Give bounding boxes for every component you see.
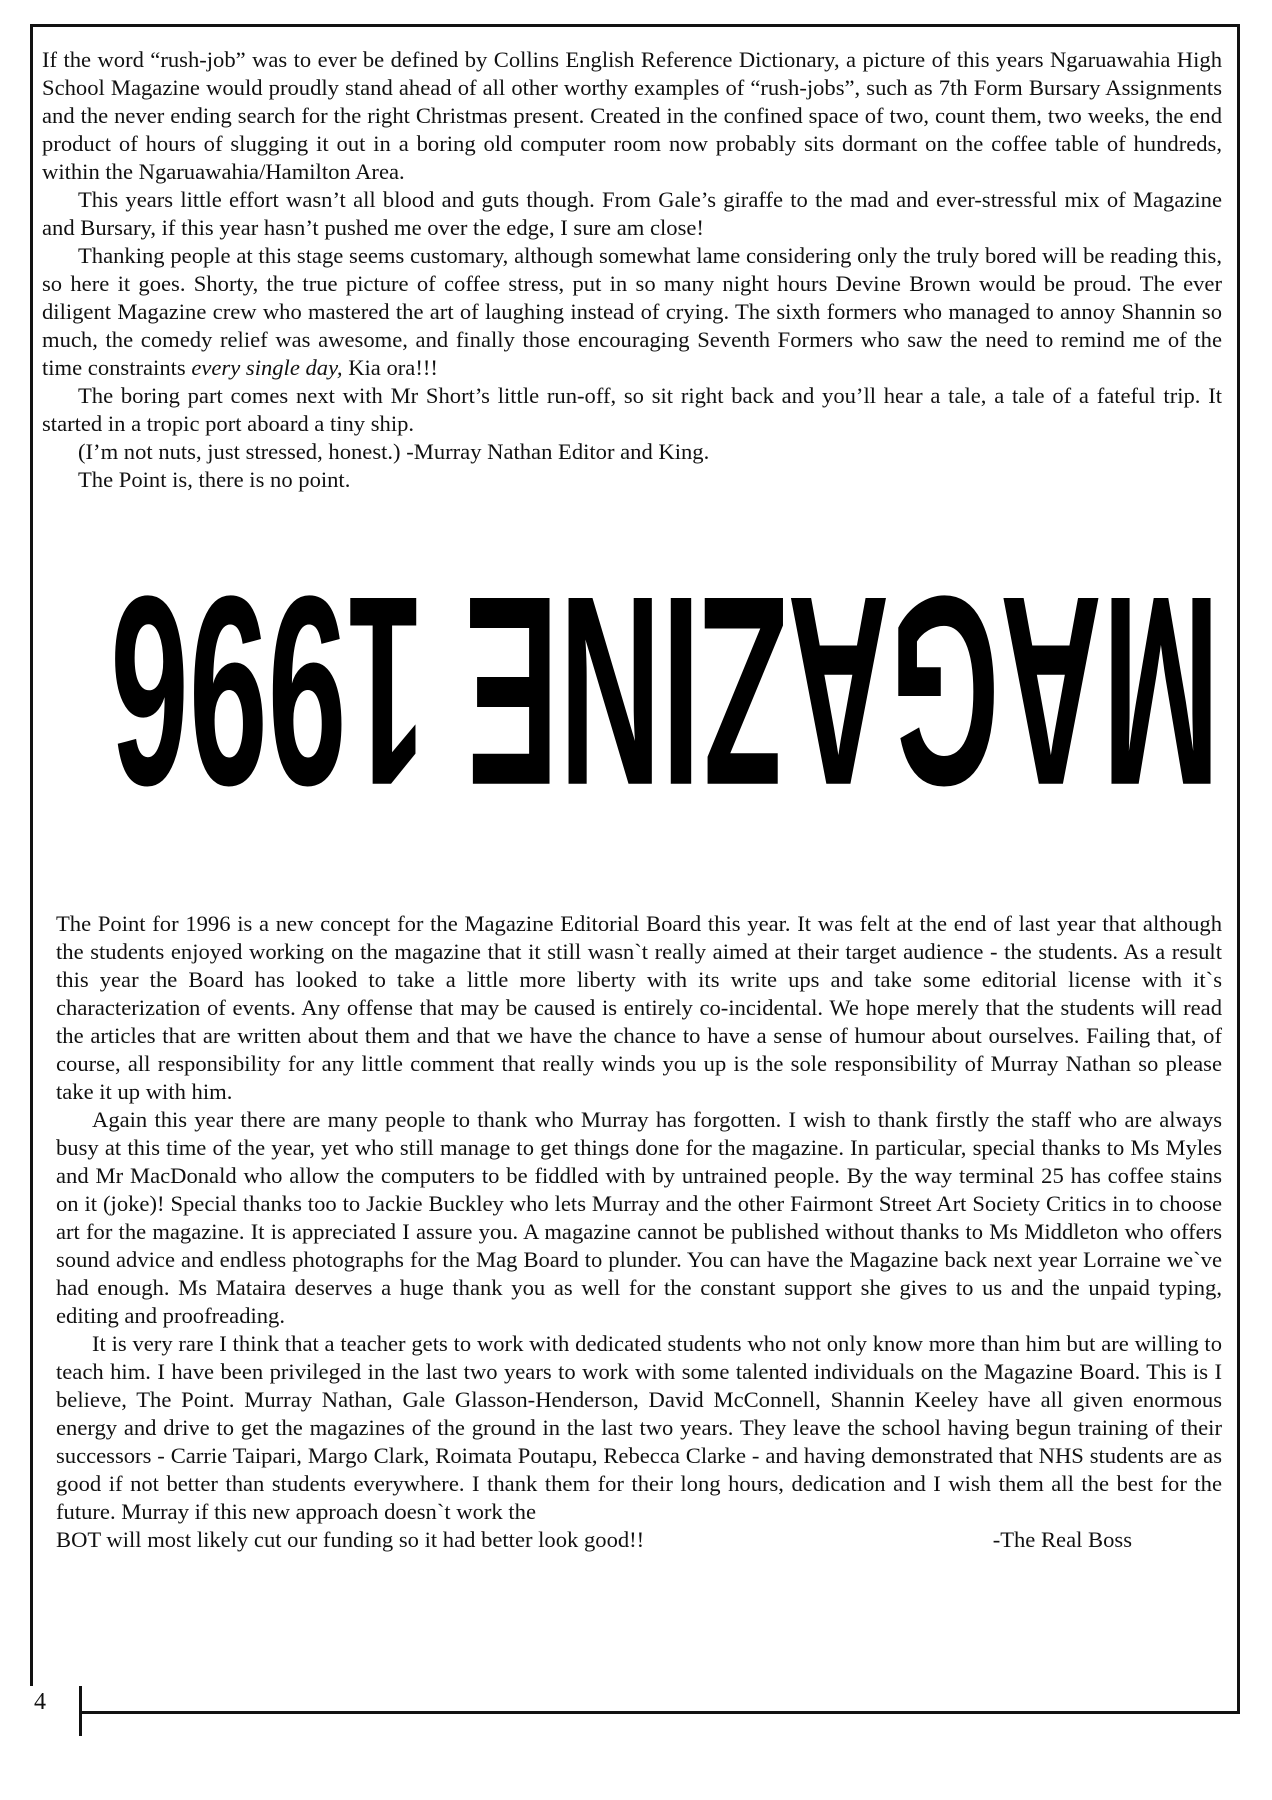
intro-paragraph-3-text: Thanking people at this stage seems customary, although somewhat lame considering only the truly bored will be reading this, so here it goes. Shorty, the true picture of coffee stress, put in so many night hours Devine Brown would be proud. The ever diligent Magazine crew who mastered the art of laughing instead of crying. The sixth formers who managed to annoy Shannin so much, the comedy relief was awesome, and finally those encouraging Seventh Formers who saw the need to remind me of the time constraints (42, 243, 1222, 380)
intro-paragraph-5: (I’m not nuts, just stressed, honest.) -Murray Nathan Editor and King. (78, 439, 710, 464)
intro-paragraph-4: The boring part comes next with Mr Short’s little run-off, so sit right back and you’ll hear a tale, a tale of a fateful trip. It started in a tropic port aboard a tiny ship. (42, 383, 1222, 436)
board-paragraph-1: The Point for 1996 is a new concept for the Magazine Editorial Board this year. It was felt at the end of last year that although the students enjoyed working on the magazine that it still wasn`t really aimed at their target audience - the students. As a result this year the Board has looked to take a little more liberty with its write ups and take some editorial license with it`s characterization of events. Any offense that may be caused is entirely co-incidental. We hope merely that the students will read the articles that are written about them and that we have the chance to have a sense of humour about ourselves. Failing that, of course, all responsibility for any little comment that really winds you up is the sole responsibility of Murray Nathan so please take it up with him. (56, 911, 1222, 1104)
intro-paragraph-3 (42, 242, 1222, 382)
banner-text: MAGAZINE 1996 (110, 540, 1220, 841)
magazine-1996-banner (60, 540, 1220, 898)
board-closing-line (56, 1526, 1222, 1554)
page-border-bottom (82, 1711, 1240, 1714)
intro-paragraph-3-emphasis: every single day, (191, 355, 343, 380)
intro-paragraph-3-end: Kia ora!!! (342, 355, 438, 380)
page-number: 4 (34, 1689, 46, 1715)
banner-art (60, 540, 1220, 898)
intro-paragraph-1: If the word “rush-job” was to ever be defined by Collins English Reference Dictionary, a picture of this years Ngaruawahia High School Magazine would proudly stand ahead of all other worthy examples of “rush-jobs”, such as 7th Form Bursary Assignments and the never ending search for the right Christmas present. Created in the confined space of two, count them, two weeks, the end product of hours of slugging it out in a boring old computer room now probably sits dormant on the coffee table of hundreds, within the Ngaruawahia/Hamilton Area. (42, 47, 1222, 184)
editor-intro (42, 46, 1222, 494)
board-last-line: BOT will most likely cut our funding so it had better look good!! (56, 1527, 645, 1552)
signature: -The Real Boss (992, 1527, 1132, 1552)
board-paragraph-3: It is very rare I think that a teacher gets to work with dedicated students who not only know more than him but are willing to teach him. I have been privileged in the last two years to work with some talented individuals on the Magazine Board. This is I believe, The Point. Murray Nathan, Gale Glasson-Henderson, David McConnell, Shannin Keeley have all given enormous energy and drive to get the magazines of the ground in the last two years. They leave the school having begun training of their successors - Carrie Taipari, Margo Clark, Roimata Poutapu, Rebecca Clarke - and having demonstrated that NHS students are as good if not better than students everywhere. I thank them for their long hours, dedication and I wish them all the best for the future. Murray if this new approach doesn`t work the (56, 1331, 1222, 1524)
editorial-board-note (56, 910, 1222, 1554)
intro-paragraph-6: The Point is, there is no point. (78, 467, 351, 492)
board-paragraph-2: Again this year there are many people to thank who Murray has forgotten. I wish to thank firstly the staff who are always busy at this time of the year, yet who still manage to get things done for the magazine. In particular, special thanks to Ms Myles and Mr MacDonald who allow the computers to be fiddled with by untrained people. By the way terminal 25 has coffee stains on it (joke)! Special thanks too to Jackie Buckley who lets Murray and the other Fairmont Street Art Society Critics in to choose art for the magazine. It is appreciated I assure you. A magazine cannot be published without thanks to Ms Middleton who offers sound advice and endless photographs for the Mag Board to plunder. You can have the Magazine back next year Lorraine we`ve had enough. Ms Mataira deserves a huge thank you as well for the constant support she gives to us and the unpaid typing, editing and proofreading. (56, 1107, 1222, 1328)
intro-paragraph-2: This years little effort wasn’t all blood and guts though. From Gale’s giraffe to the mad and ever-stressful mix of Magazine and Bursary, if this year hasn’t pushed me over the edge, I sure am close! (42, 187, 1222, 240)
